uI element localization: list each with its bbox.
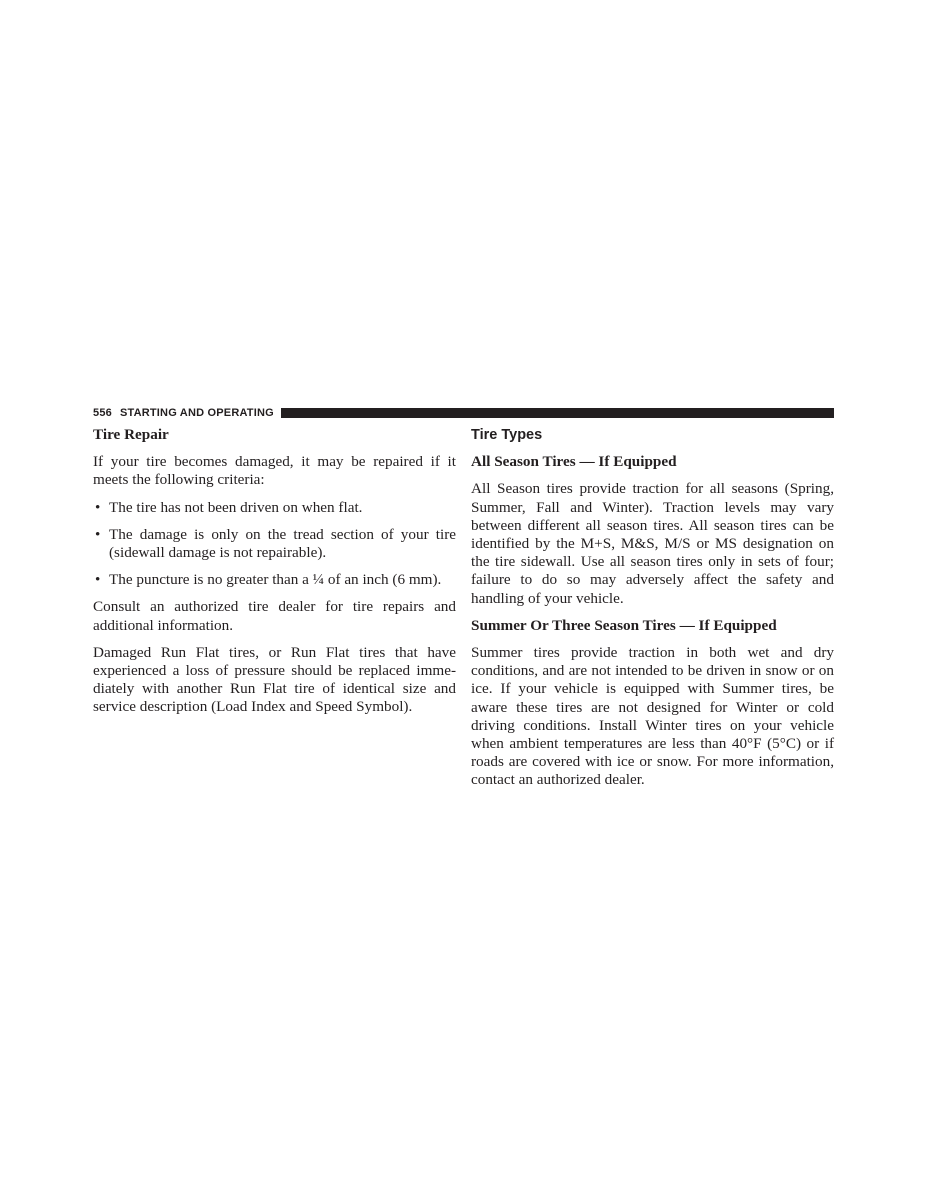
consult-dealer-paragraph: Consult an authorized tire dealer for tire repairs and additional information. — [93, 598, 456, 634]
bullet-icon: • — [95, 525, 101, 543]
repair-criteria-list — [93, 499, 456, 590]
tire-repair-intro: If your tire becomes damaged, it may be repaired if it meets the following criteria: — [93, 453, 456, 489]
page-header — [93, 406, 834, 420]
header-rule — [281, 408, 834, 418]
all-season-heading: All Season Tires — If Equipped — [471, 453, 677, 471]
list-item-text: The puncture is no greater than a ¼ of an inch (6 mm). — [109, 571, 442, 589]
list-item — [93, 499, 456, 517]
bullet-icon: • — [95, 498, 101, 516]
list-item — [93, 526, 456, 562]
run-flat-paragraph: Damaged Run Flat tires, or Run Flat tires that have experienced a loss of pressure should be replaced immediately with another Run Flat tire of identical size and service description (Load Index and Speed Symbol). — [93, 643, 456, 716]
bullet-icon: • — [95, 571, 101, 589]
summer-tires-heading: Summer Or Three Season Tires — If Equipped — [471, 616, 777, 634]
summer-tires-body: Summer tires provide traction in both wet and dry conditions, and are not intended to be driven in snow or on ice. If your vehicle is equipped with Summer tires, be aware these tires are not designed for Winter or cold driving conditions. Install Winter tires on your vehicle when ambient temperatures are less than 40°F (5°C) or if roads are covered with ice or snow. For more information, contact an authorized dealer. — [471, 644, 834, 789]
list-item-text: The tire has not been driven on when flat. — [109, 498, 363, 516]
page-number: 556 — [93, 407, 112, 419]
right-column — [471, 426, 834, 799]
tire-types-title: Tire Types — [471, 427, 543, 443]
list-item — [93, 571, 456, 589]
tire-repair-heading: Tire Repair — [93, 426, 169, 443]
section-name: STARTING AND OPERATING — [119, 407, 274, 419]
all-season-body: All Season tires provide traction for all seasons (Spring, Summer, Fall and Winter). Traction levels may vary between different all season tires. All season tires can be identified by the M+S, M&S, M/S or MS designation on the tire sidewall. Use all season tires only in sets of four; failure to do so may adversely affect the safety and handling of your vehicle. — [471, 480, 834, 607]
left-column — [93, 426, 456, 726]
list-item-text: The damage is only on the tread section of your tire (sidewall damage is not repairable). — [109, 525, 456, 562]
